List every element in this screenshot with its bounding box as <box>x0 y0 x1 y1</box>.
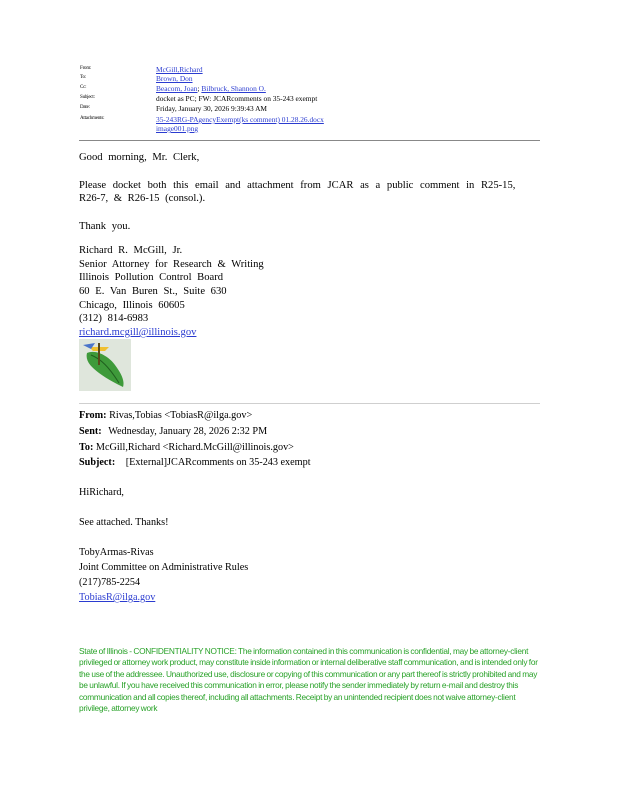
body-thanks: Thank you. <box>79 221 131 232</box>
header-date-value: Friday, January 30, 2026 9:39:43 AM <box>156 104 267 113</box>
header-divider <box>79 140 540 141</box>
attachment-link-docx[interactable]: 35-243RG-PAgencyExempt(ks comment) 01.28.26.docx <box>156 115 324 124</box>
signature-address1: 60 E. Van Buren St., Suite 630 <box>79 286 227 297</box>
confidentiality-notice: State of Illinois - CONFIDENTIALITY NOTICE: The information contained in this communication is confidential, may be attorney-client privileged or attorney work product, may constitute inside information or internal deliberative staff communication, and is intended only for the use of the addressee. Unauthorized use, disclosure or copying of this communication or any part thereof is strictly prohibited and may be unlawful. If you have received this communication in error, please notify the sender immediately by return e-mail and destroy this communication and all copies thereof, including all attachments. Receipt by an unintended recipient does not waive attorney-client privilege, attorney work <box>79 646 538 714</box>
forward-to-row <box>79 440 294 456</box>
header-cc-values: Beacom, Joan; Bilbruck, Shannon O. <box>156 84 266 93</box>
signature-name: Richard R. McGill, Jr. <box>79 245 183 256</box>
forward-sent-label: Sent: <box>79 426 102 437</box>
body-greeting: Good morning, Mr. Clerk, <box>79 152 200 163</box>
header-subject-value: docket as PC; FW: JCARcomments on 35-243 exempt <box>156 94 318 103</box>
header-to-link[interactable]: Brown, Don <box>156 74 193 83</box>
header-from-label: From: <box>80 66 92 71</box>
header-from-link[interactable]: McGill,Richard <box>156 65 203 74</box>
header-cc-link-1[interactable]: Beacom, Joan <box>156 84 198 93</box>
forward-divider <box>79 403 540 404</box>
illinois-state-logo-icon <box>79 339 131 391</box>
forward-subject-row <box>79 455 311 471</box>
forward-from-value: Rivas,Tobias <TobiasR@ilga.gov> <box>109 410 253 421</box>
signature-phone: (312) 814-6983 <box>79 313 149 324</box>
signature-email-link[interactable]: richard.mcgill@illinois.gov <box>79 327 197 338</box>
header-to-label: To: <box>80 75 86 80</box>
attachment-link-png[interactable]: image001.png <box>156 124 199 133</box>
forward-sig-org: Joint Committee on Administrative Rules <box>79 562 249 573</box>
signature-address2: Chicago, Illinois 60605 <box>79 300 185 311</box>
forward-greeting: HiRichard, <box>79 487 124 498</box>
forward-sent-row <box>79 424 267 440</box>
forward-sig-phone: (217)785-2254 <box>79 577 141 588</box>
forward-from-label: From: <box>79 410 107 421</box>
signature-title: Senior Attorney for Research & Writing <box>79 259 264 270</box>
forward-from-row <box>79 408 252 424</box>
forward-sig-email-link[interactable]: TobiasR@ilga.gov <box>79 592 156 603</box>
header-cc-label: Cc: <box>80 85 87 90</box>
forward-subject-label: Subject: <box>79 457 116 468</box>
header-cc-link-2[interactable]: Bilbruck, Shannon O. <box>201 84 266 93</box>
body-para1-line2: R26-7, & R26-15 (consol.). <box>79 193 206 204</box>
forward-to-value: McGill,Richard <Richard.McGill@illinois.gov> <box>95 442 294 453</box>
forward-sent-value: Wednesday, January 28, 2026 2:32 PM <box>108 426 268 437</box>
forward-sig-name: TobyArmas-Rivas <box>79 547 154 558</box>
forward-message: See attached. Thanks! <box>79 517 169 528</box>
header-subject-label: Subject: <box>80 95 95 100</box>
body-para1-line1: Please docket both this email and attachment from JCAR as a public comment in R25-15, <box>79 180 516 191</box>
header-attachments-label: Attachments: <box>80 116 105 121</box>
forward-subject-value: [External]JCARcomments on 35-243 exempt <box>125 457 311 468</box>
header-date-label: Date: <box>80 105 90 110</box>
forward-to-label: To: <box>79 442 94 453</box>
signature-org: Illinois Pollution Control Board <box>79 272 224 283</box>
